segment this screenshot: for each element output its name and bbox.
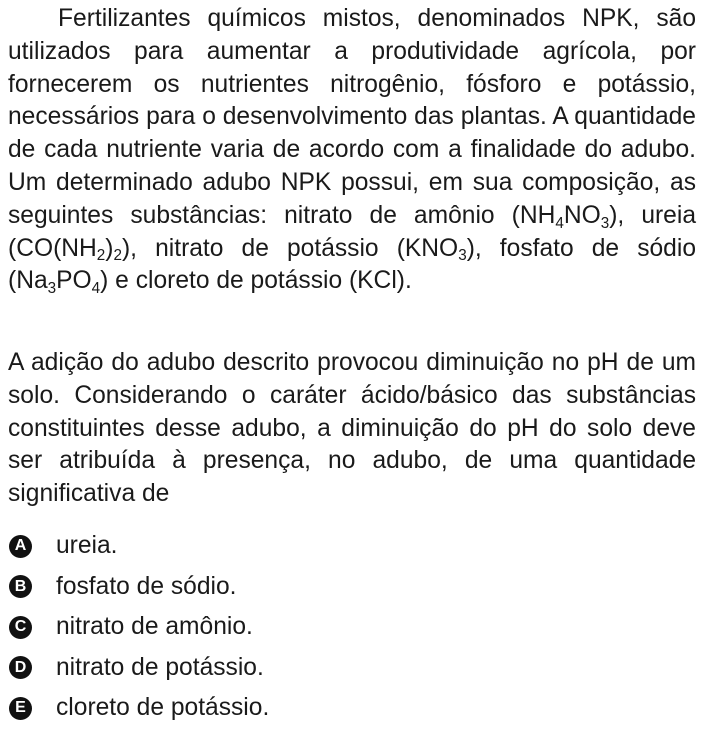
question-prompt-paragraph: A adição do adubo descrito provocou diminuição no pH de um solo. Considerando o caráter ácido/básico das substâncias constituintes desse adubo, a diminuição do pH do solo deve ser atribuída à presença, no adubo, de uma quantidade significativa de [8, 349, 696, 508]
subscript: 2 [96, 247, 106, 265]
answer-options [8, 526, 696, 729]
option-d[interactable] [8, 648, 696, 689]
option-text: fosfato de sódio. [56, 572, 237, 600]
option-letter-badge: C [9, 616, 32, 639]
context-text: NO [563, 201, 601, 229]
option-text: cloreto de potássio. [56, 694, 270, 722]
context-text: ) e cloreto de potássio (KCl). [100, 267, 412, 295]
option-text: nitrato de potássio. [56, 653, 264, 681]
subscript: 4 [555, 214, 564, 232]
subscript: 4 [91, 280, 101, 298]
option-text: ureia. [56, 532, 118, 560]
option-letter-badge: A [9, 535, 32, 558]
subscript: 3 [47, 280, 57, 298]
option-letter-badge: E [9, 697, 32, 720]
context-text: PO [56, 267, 92, 295]
context-text: Fertilizantes químicos mistos, denominados NPK, são utilizados para aumentar a produtividade agrícola, por fornecerem os nutrientes nitrogênio, fósforo e potássio, necessários para o desenvolvimento das plantas. A quantidade de cada nutriente varia de acordo com a finalidade do adubo. Um determinado adubo NPK possui, em sua composição, as seguintes substâncias: nitrato de amônio (NH [8, 5, 696, 229]
option-b[interactable] [8, 567, 696, 608]
context-text: ), nitrato de potássio (KNO [121, 234, 459, 262]
option-a[interactable] [8, 526, 696, 567]
option-letter-badge: D [9, 656, 32, 679]
subscript: 2 [113, 247, 122, 265]
subscript: 3 [458, 247, 467, 265]
subscript: 3 [600, 214, 610, 232]
context-text: ), ureia (CO(NH [8, 201, 697, 262]
question-context-paragraph [8, 3, 696, 298]
option-text: nitrato de amônio. [56, 613, 253, 641]
option-letter-badge: B [9, 575, 32, 598]
option-c[interactable] [8, 607, 696, 648]
context-text: ), fosfato de sódio (Na [8, 234, 696, 295]
context-text: ) [105, 234, 114, 262]
option-e[interactable] [8, 688, 696, 729]
